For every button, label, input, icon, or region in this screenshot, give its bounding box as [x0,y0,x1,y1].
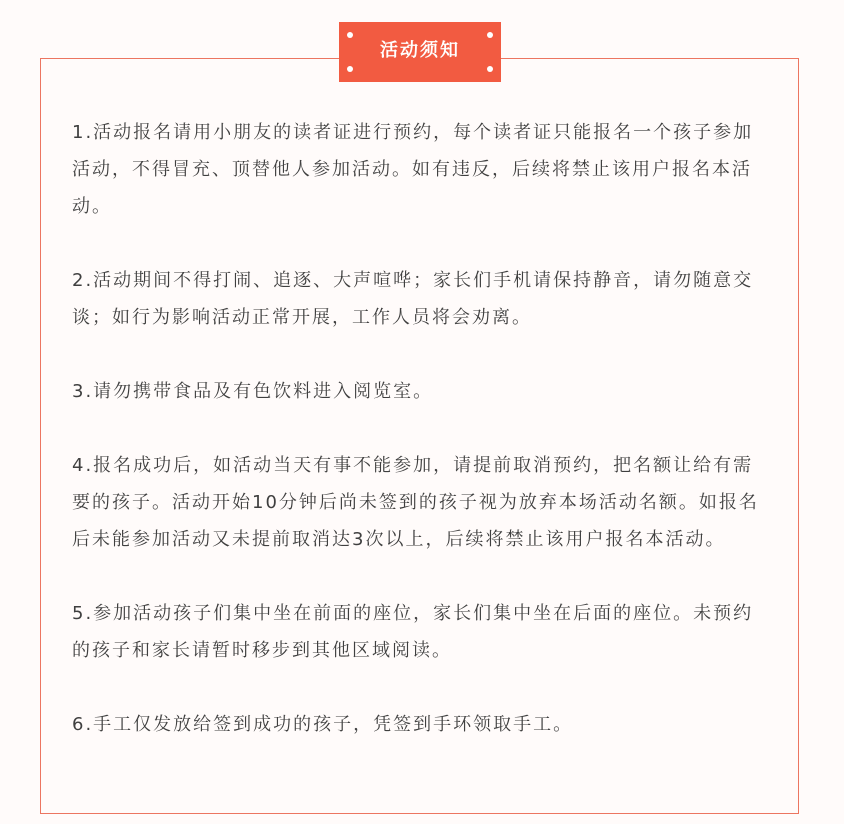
decor-dot-icon [347,66,353,72]
rule-item: 4.报名成功后，如活动当天有事不能参加，请提前取消预约，把名额让给有需要的孩子。活动开始10分钟后尚未签到的孩子视为放弃本场活动名额。如报名后未能参加活动又未提前取消达3次以上，后续将禁止该用户报名本活动。 [72,455,759,550]
page-title: 活动须知 [380,40,460,61]
rule-item: 1.活动报名请用小朋友的读者证进行预约，每个读者证只能报名一个孩子参加活动，不得冒充、顶替他人参加活动。如有违反，后续将禁止该用户报名本活动。 [72,122,754,217]
decor-dot-icon [487,66,493,72]
rule-item: 2.活动期间不得打闹、追逐、大声喧哗；家长们手机请保持静音，请勿随意交谈；如行为影响活动正常开展，工作人员将会劝离。 [72,270,754,328]
rule-item: 5.参加活动孩子们集中坐在前面的座位，家长们集中坐在后面的座位。未预约的孩子和家长请暂时移步到其他区域阅读。 [72,603,754,661]
rules-list [72,114,772,743]
title-tab [339,22,501,82]
rule-item: 3.请勿携带食品及有色饮料进入阅览室。 [72,381,434,402]
rule-item: 6.手工仅发放给签到成功的孩子，凭签到手环领取手工。 [72,714,574,735]
